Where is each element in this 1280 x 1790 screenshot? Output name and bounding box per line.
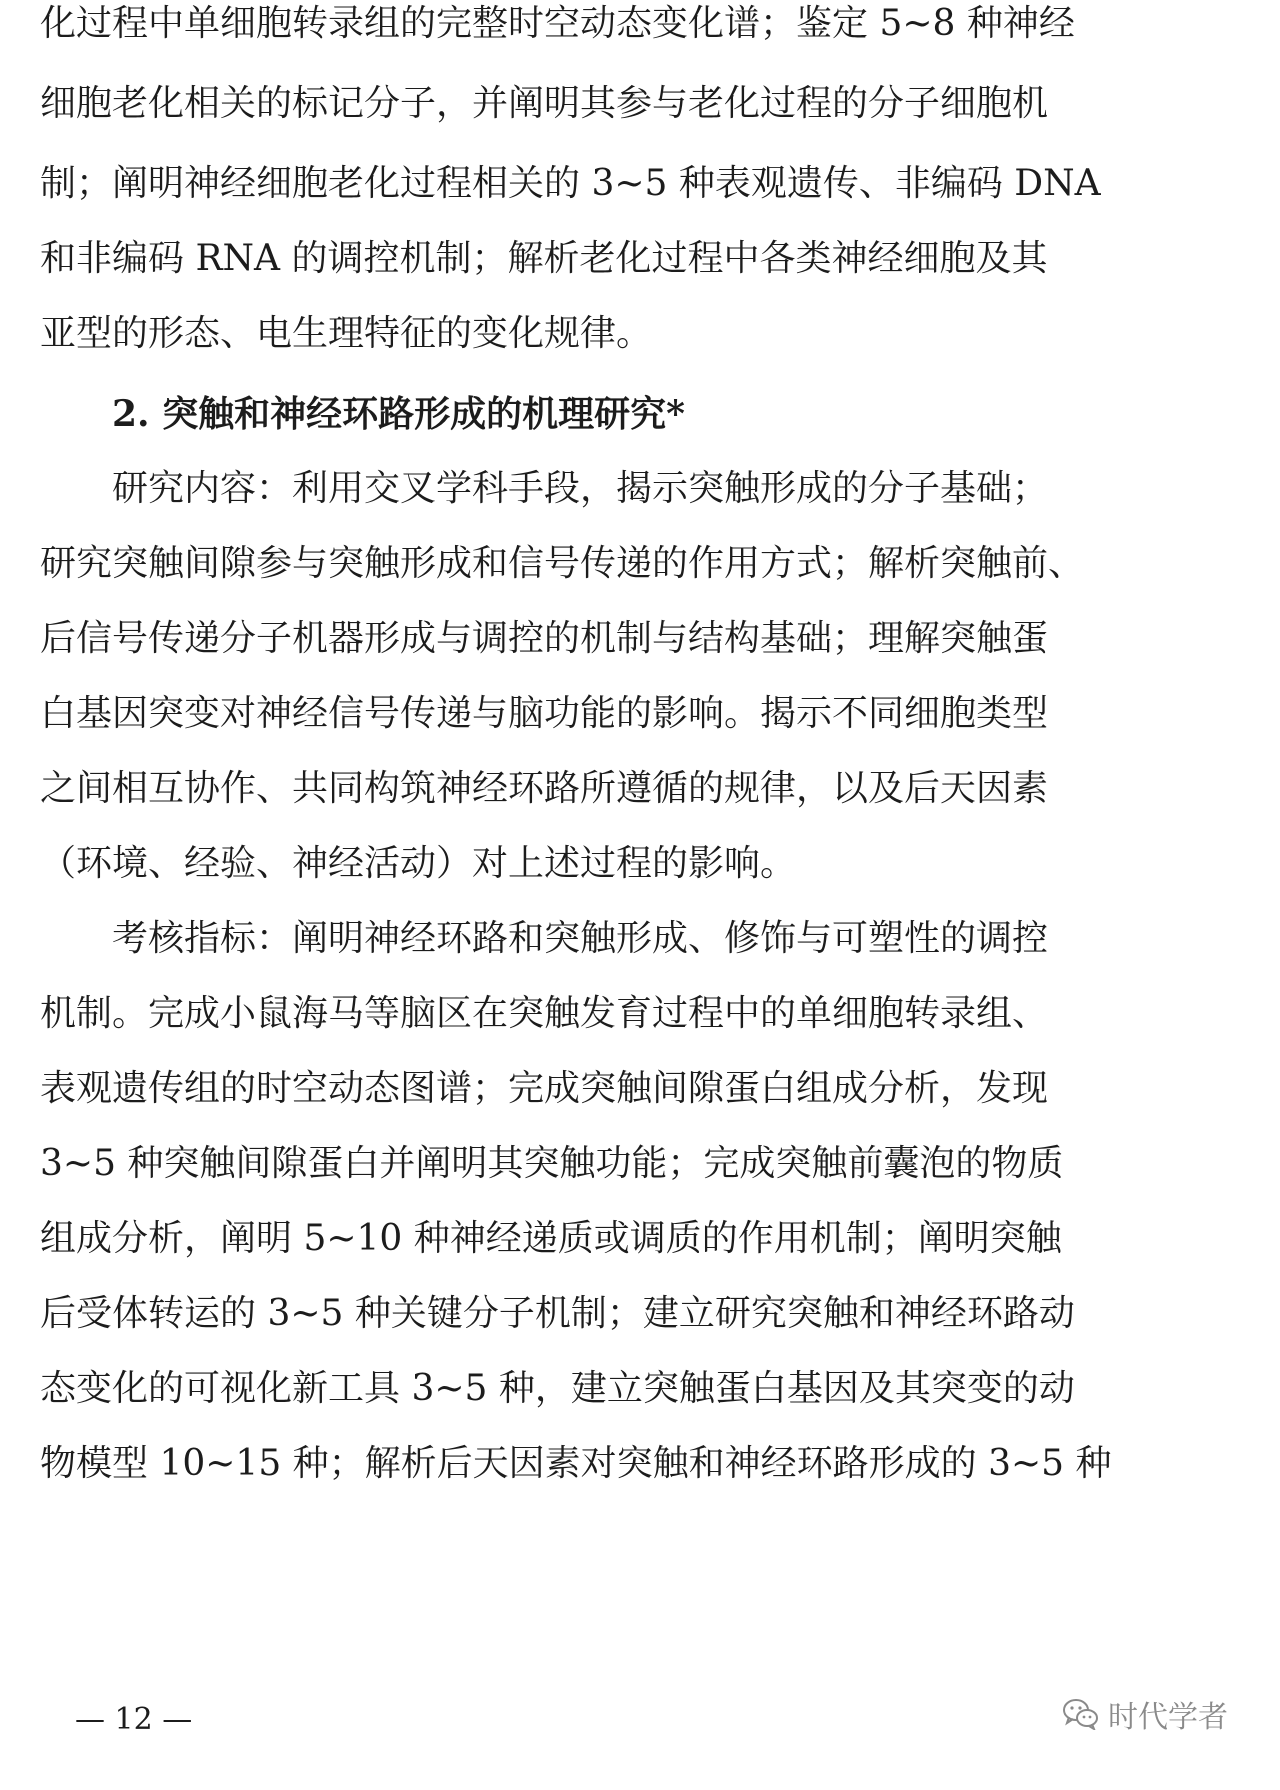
section-heading: 2. 突触和神经环路形成的机理研究* xyxy=(112,393,685,435)
body-text-line: 后信号传递分子机器形成与调控的机制与结构基础；理解突触蛋 xyxy=(40,618,1049,659)
body-text-line: 表观遗传组的时空动态图谱；完成突触间隙蛋白组成分析，发现 xyxy=(40,1068,1049,1109)
body-text-line: 化过程中单细胞转录组的完整时空动态变化谱；鉴定 5~8 种神经 xyxy=(40,3,1075,44)
watermark xyxy=(1062,1692,1228,1736)
page-number: — 12 — xyxy=(75,1702,193,1737)
body-text-line: 物模型 10~15 种；解析后天因素对突触和神经环路形成的 3~5 种 xyxy=(40,1443,1112,1484)
body-text-line: 亚型的形态、电生理特征的变化规律。 xyxy=(40,313,653,354)
body-text-line: 白基因突变对神经信号传递与脑功能的影响。揭示不同细胞类型 xyxy=(40,693,1049,734)
body-text-line: 考核指标：阐明神经环路和突触形成、修饰与可塑性的调控 xyxy=(112,918,1049,959)
body-text-line: 态变化的可视化新工具 3~5 种，建立突触蛋白基因及其突变的动 xyxy=(40,1368,1075,1409)
body-text-line: 3~5 种突触间隙蛋白并阐明其突触功能；完成突触前囊泡的物质 xyxy=(40,1143,1064,1184)
body-text-line: 之间相互协作、共同构筑神经环路所遵循的规律，以及后天因素 xyxy=(40,768,1049,809)
wechat-icon xyxy=(1062,1698,1100,1730)
body-text-line: 后受体转运的 3~5 种关键分子机制；建立研究突触和神经环路动 xyxy=(40,1293,1075,1334)
watermark-text: 时代学者 xyxy=(1108,1700,1228,1735)
body-text-line: 细胞老化相关的标记分子，并阐明其参与老化过程的分子细胞机 xyxy=(40,83,1049,124)
body-text-line: 和非编码 RNA 的调控机制；解析老化过程中各类神经细胞及其 xyxy=(40,238,1048,279)
body-text-line: 制；阐明神经细胞老化过程相关的 3~5 种表观遗传、非编码 DNA xyxy=(40,163,1101,204)
body-text-line: 研究突触间隙参与突触形成和信号传递的作用方式；解析突触前、 xyxy=(40,543,1085,584)
body-text-line: （环境、经验、神经活动）对上述过程的影响。 xyxy=(40,843,797,884)
body-text-line: 组成分析，阐明 5~10 种神经递质或调质的作用机制；阐明突触 xyxy=(40,1218,1062,1259)
body-text-line: 研究内容：利用交叉学科手段，揭示突触形成的分子基础； xyxy=(112,468,1049,509)
body-text-line: 机制。完成小鼠海马等脑区在突触发育过程中的单细胞转录组、 xyxy=(40,993,1049,1034)
